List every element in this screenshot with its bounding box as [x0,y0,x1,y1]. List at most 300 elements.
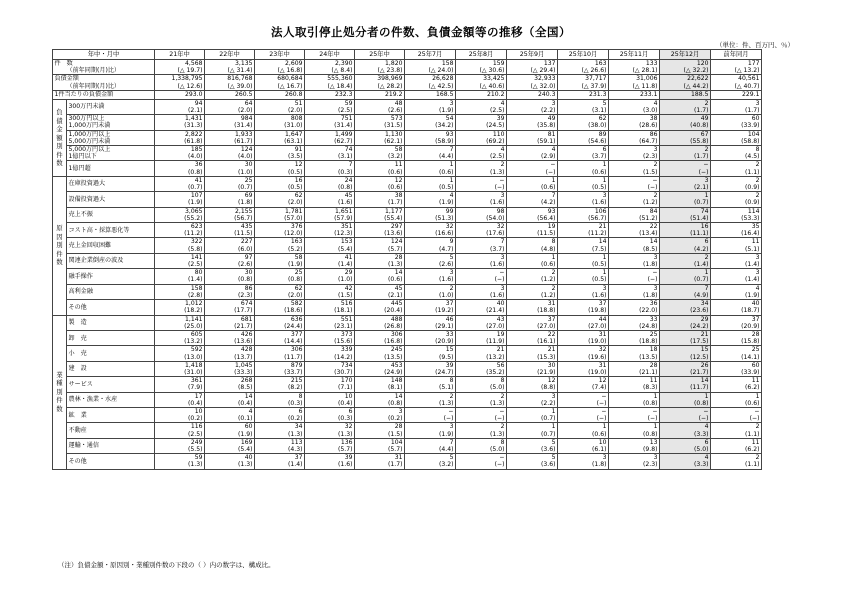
value-cell [507,146,558,161]
count-value: 44 [598,315,607,323]
group-label-char: 業 [56,370,63,379]
ratio-value: (62.7) [334,137,353,145]
value-cell [355,192,405,207]
ratio-value: (△ 12.6) [177,82,203,90]
ratio-value: (2.5) [490,107,505,115]
value-cell [205,223,255,238]
row-label: 1件当たりの負債金額 [53,90,155,99]
value-cell [660,238,711,253]
value-cell [405,238,456,253]
row-label [67,330,155,345]
count-value: 5 [551,438,556,446]
value-cell [456,300,507,315]
group-label-char: 別 [56,142,63,151]
count-value: 26 [700,361,709,369]
ratio-value: (11.7) [690,384,709,392]
count-value: 37 [445,300,454,308]
ratio-value: (2.1) [388,291,403,299]
count-value: 435 [240,223,253,231]
count-value: − [499,407,505,415]
table-row [53,176,762,191]
count-value: − [499,176,505,184]
count-value: 31 [547,300,556,308]
count-value: 40 [496,300,505,308]
ratio-value: (35.2) [486,368,505,376]
count-value: 215 [290,377,303,385]
ratio-value: (0.5) [592,184,607,192]
ratio-value: (19.2) [435,307,454,315]
count-value: 1 [653,392,658,400]
count-value: 7 [348,161,353,169]
value-cell [355,207,405,222]
value-cell [255,438,305,453]
value-cell [355,454,405,469]
count-value: 40 [244,454,253,462]
ratio-value: (9.5) [439,353,454,361]
value-cell [205,454,255,469]
ratio-value: (4.2) [541,199,556,207]
ratio-value: (5.8) [188,245,203,253]
ratio-value: (△ 19.7) [177,67,203,75]
value-cell [660,75,711,90]
ratio-value: (1.6) [592,199,607,207]
ratio-value: (31.4) [334,122,353,130]
value-cell [558,75,609,90]
row-label-text: 在庫投資過大 [68,180,106,188]
value-cell [255,284,305,299]
value-cell [660,300,711,315]
value-cell [255,176,305,191]
value-cell [558,361,609,376]
value-cell [155,146,205,161]
row-label-text: 農林・漁業・水産 [68,396,118,404]
ratio-value: (−) [443,415,454,423]
table-row [53,223,762,238]
count-value: 8 [449,377,454,385]
value-cell [405,192,456,207]
value-cell [660,330,711,345]
value-cell [609,207,660,222]
table-row [53,146,762,161]
ratio-value: (1.1) [745,461,760,469]
ratio-value: (13.0) [184,353,203,361]
count-value: 3 [449,269,454,277]
ratio-value: (8.3) [643,384,658,392]
count-value: − [652,407,658,415]
count-value: 14 [244,392,253,400]
count-value: 19 [496,330,505,338]
value-cell [711,223,762,238]
ratio-value: (1.6) [490,199,505,207]
count-value: 306 [290,346,303,354]
value-cell [507,315,558,330]
ratio-value: (0.6) [541,261,556,269]
count-value: 11 [751,238,760,246]
value-cell [456,238,507,253]
row-label-text: 小 売 [68,349,87,357]
count-value: 2,822 [185,130,203,138]
value-cell [711,192,762,207]
value-cell [255,407,305,422]
ratio-value: (56.7) [234,214,253,222]
count-value: 1 [449,161,454,169]
count-value: 11 [751,438,760,446]
ratio-value: (14.4) [284,338,303,346]
value-cell [405,284,456,299]
count-value: 116 [190,423,203,431]
value-cell [507,192,558,207]
ratio-value: (33.3) [234,368,253,376]
ratio-value: (△ 39.0) [227,82,253,90]
count-value: 60 [244,423,253,431]
count-value: 31 [598,330,607,338]
ratio-value: (33.9) [741,368,760,376]
ratio-value: (58.8) [741,137,760,145]
value-cell [405,330,456,345]
count-value: 2 [500,423,505,431]
value-cell [456,146,507,161]
value-cell [205,438,255,453]
count-value: 86 [649,130,658,138]
value-cell [558,438,609,453]
value-cell [558,330,609,345]
ratio-value: (31.0) [284,122,303,130]
value-cell: 219.2 [355,90,405,99]
ratio-value: (11.1) [690,230,709,238]
value-cell [456,330,507,345]
value-cell [355,223,405,238]
count-value: 1,012 [185,300,203,308]
value-cell [609,60,660,75]
ratio-value: (4.0) [238,153,253,161]
ratio-value: (1.3) [238,461,253,469]
value-cell [660,315,711,330]
value-cell [609,300,660,315]
row-label [67,207,155,222]
ratio-value: (1.6) [592,291,607,299]
ratio-value: (24.2) [690,322,709,330]
ratio-value: (6.0) [238,245,253,253]
value-cell [711,146,762,161]
value-cell [711,60,762,75]
ratio-value: (19.6) [588,353,607,361]
value-cell [255,192,305,207]
count-value: 159 [492,60,505,67]
ratio-value: (1.0) [238,168,253,176]
count-value: 36 [194,161,203,169]
ratio-value: (30.7) [334,368,353,376]
ratio-value: (3.0) [643,107,658,115]
ratio-value: (16.1) [537,338,556,346]
table-row [53,207,762,222]
ratio-value: (1.1) [745,168,760,176]
value-cell [609,392,660,407]
table-row [53,423,762,438]
count-value: 8 [551,238,556,246]
table-row [53,60,762,75]
ratio-value: (9.8) [643,445,658,453]
footnote: （注）負債金額・原因別・業種別件数の下段の（ ）内の数字は、構成比。 [58,561,275,569]
row-label [67,361,155,376]
value-cell [711,300,762,315]
ratio-value: (0.9) [745,184,760,192]
ratio-value: (61.7) [234,137,253,145]
count-value: 808 [290,115,303,123]
value-cell [609,284,660,299]
value-cell [456,192,507,207]
ratio-value: (2.0) [238,107,253,115]
value-cell [355,130,405,145]
count-value: 5 [449,454,454,462]
ratio-value: (55.4) [384,214,403,222]
ratio-value: (△ 28.2) [377,82,403,90]
value-cell [205,99,255,114]
ratio-value: (3.5) [288,153,303,161]
ratio-value: (69.2) [486,137,505,145]
value-cell [305,407,355,422]
ratio-value: (0.2) [188,415,203,423]
row-label-text: 製 造 [68,319,87,327]
ratio-value: (3.3) [694,430,709,438]
count-value: 48 [394,99,403,107]
value-cell [205,176,255,191]
count-value: 19 [547,223,556,231]
value-cell: 293.0 [155,90,205,99]
value-cell [660,130,711,145]
count-value: 29 [344,269,353,277]
row-label-text: 1,000万円以上 [68,130,111,138]
ratio-value: (2.5) [338,107,353,115]
value-cell [255,75,305,90]
ratio-value: (−) [494,276,505,284]
ratio-value: (2.1) [694,184,709,192]
ratio-value: (19.8) [588,307,607,315]
row-label [67,269,155,284]
row-label [67,315,155,330]
row-label-text: 300万円未満 [68,103,105,111]
value-cell [205,423,255,438]
value-cell [711,253,762,268]
ratio-value: (11.7) [284,353,303,361]
value-cell [405,146,456,161]
value-cell [660,346,711,361]
count-value: 8 [500,438,505,446]
value-cell [305,161,355,176]
row-label-text: 5,000万円未満 [68,137,111,145]
count-value: 1 [704,392,709,400]
value-cell [405,454,456,469]
count-value: 1 [704,192,709,200]
count-value: 1,820 [385,60,403,67]
value-cell [205,315,255,330]
ratio-value: (△ 40.7) [734,82,760,90]
value-cell [558,315,609,330]
value-cell [558,300,609,315]
value-cell: 240.3 [507,90,558,99]
value-cell [305,300,355,315]
ratio-value: (1.4) [745,276,760,284]
count-value: 39 [445,361,454,369]
count-value: 1,130 [385,130,403,138]
count-value: 28 [394,423,403,431]
count-value: 453 [390,361,403,369]
count-value: 8 [500,377,505,385]
value-cell [456,253,507,268]
value-cell [558,423,609,438]
count-value: 445 [390,300,403,308]
count-value: 1,651 [335,207,353,215]
value-cell [405,269,456,284]
table-row [53,407,762,422]
value-cell [305,253,355,268]
page-title: 法人取引停止処分者の件数、負債金額等の推移（全国） [271,25,571,39]
ratio-value: (34.2) [435,122,454,130]
count-value: 623 [190,223,203,231]
count-value: 984 [240,115,253,123]
count-value: 605 [190,330,203,338]
count-value: 227 [240,238,253,246]
row-label [67,346,155,361]
value-cell [456,207,507,222]
ratio-value: (△ 16.8) [277,67,303,75]
count-value: 84 [649,207,658,215]
ratio-value: (4.4) [439,445,454,453]
ratio-value: (0.1) [238,415,253,423]
value-cell [711,130,762,145]
count-value: 3 [755,99,760,107]
value-cell [711,392,762,407]
count-value: 6 [704,438,709,446]
count-value: 45 [394,284,403,292]
count-value: 3 [602,454,607,462]
column-header: 23年中 [255,50,305,60]
value-cell [155,392,205,407]
value-cell [355,115,405,130]
ratio-value: (2.2) [541,107,556,115]
count-value: 1,647 [285,130,303,138]
count-value: 7 [500,238,505,246]
value-cell [405,60,456,75]
ratio-value: (1.4) [694,261,709,269]
ratio-value: (51.2) [639,214,658,222]
count-value: 555,360 [327,75,353,83]
group-label-char: 額 [56,133,63,142]
value-cell [609,223,660,238]
group-label-char: 金 [56,125,63,134]
value-cell [355,423,405,438]
table-row [53,330,762,345]
ratio-value: (0.6) [439,168,454,176]
count-value: − [499,269,505,277]
count-value: 2 [755,176,760,184]
count-value: 1,141 [185,315,203,323]
value-cell [255,99,305,114]
value-cell [660,115,711,130]
ratio-value: (3.3) [694,461,709,469]
count-value: 17 [194,392,203,400]
value-cell [305,60,355,75]
table-row [53,130,762,145]
count-value: 30 [547,361,556,369]
value-cell [456,438,507,453]
ratio-value: (0.6) [388,168,403,176]
count-value: 428 [240,346,253,354]
ratio-value: (0.8) [643,399,658,407]
ratio-value: (24.8) [639,322,658,330]
ratio-value: (21.4) [486,307,505,315]
count-value: 3 [500,192,505,200]
ratio-value: (0.8) [338,184,353,192]
count-value: 59 [194,454,203,462]
count-value: 1 [755,392,760,400]
ratio-value: (21.9) [537,368,556,376]
ratio-value: (5.7) [388,245,403,253]
value-cell [660,438,711,453]
value-cell [405,223,456,238]
value-cell [255,454,305,469]
ratio-value: (1.9) [288,261,303,269]
ratio-value: (11.5) [234,230,253,238]
value-cell [155,99,205,114]
ratio-value: (15.8) [741,338,760,346]
count-value: 25 [751,346,760,354]
count-value: 674 [240,300,253,308]
row-label-text: 1億円以下 [68,153,97,161]
ratio-value: (8.5) [643,245,658,253]
value-cell [155,223,205,238]
count-value: 177 [747,60,760,67]
count-value: 2 [551,284,556,292]
ratio-value: (1.9) [439,430,454,438]
value-cell [305,75,355,90]
ratio-value: (23.1) [334,322,353,330]
count-value: 4 [755,284,760,292]
value-cell [507,300,558,315]
count-value: 28 [394,253,403,261]
value-cell [405,161,456,176]
count-value: 62 [598,115,607,123]
value-cell [660,407,711,422]
count-value: 32,933 [534,75,556,83]
value-cell [456,130,507,145]
row-label [67,130,155,145]
value-cell [456,284,507,299]
count-value: 339 [340,346,353,354]
ratio-value: (7.1) [338,384,353,392]
value-cell [205,146,255,161]
value-cell [711,115,762,130]
value-cell [558,161,609,176]
ratio-value: (2.5) [188,261,203,269]
value-cell [660,392,711,407]
ratio-value: (12.0) [284,230,303,238]
count-value: 31 [598,361,607,369]
value-cell [609,315,660,330]
table-row [53,438,762,453]
value-cell [305,269,355,284]
count-value: 7 [449,146,454,154]
value-cell [255,423,305,438]
ratio-value: (6.2) [745,445,760,453]
value-cell [355,438,405,453]
row-label-text: 卸 売 [68,334,87,342]
count-value: 64 [244,99,253,107]
value-cell [507,346,558,361]
value-cell [155,361,205,376]
value-cell [660,192,711,207]
ratio-value: (5.0) [694,445,709,453]
value-cell [711,438,762,453]
